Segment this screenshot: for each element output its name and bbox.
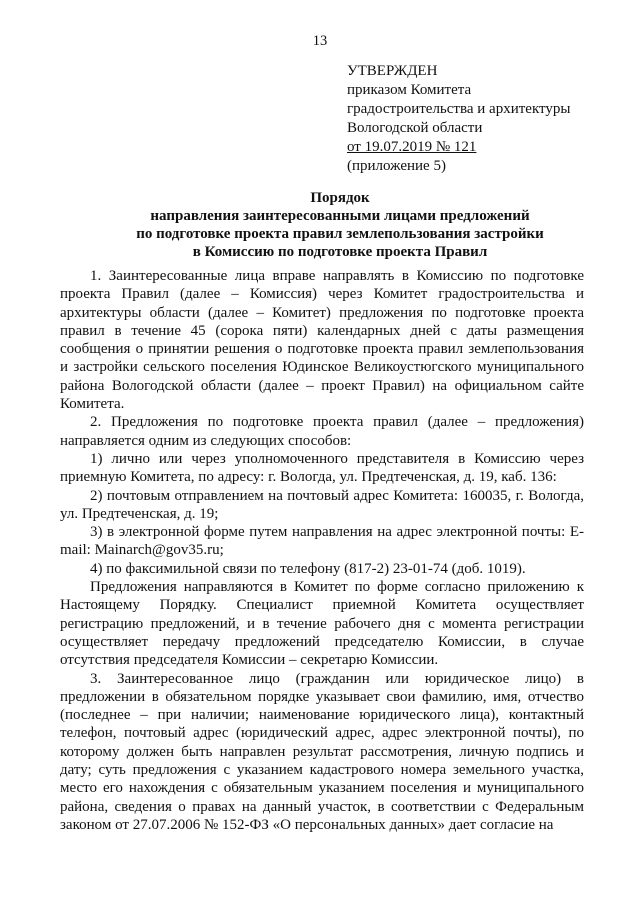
page-number: 13 (312, 33, 328, 49)
list-item-2: 2) почтовым отправлением на почтовый адрес Комитета: 160035, г. Вологда, ул. Предтеченская, д. 19; (60, 487, 584, 522)
list-item-3: 3) в электронной форме путем направления на адрес электронной почты: E-mail: Mainarch@gov35.ru; (60, 524, 584, 559)
paragraph-2: 2. Предложения по подготовке проекта правил (далее – предложения) направляется одним из следующих способов: (60, 414, 584, 449)
document-title (60, 189, 620, 261)
approval-line: приказом Комитета (347, 82, 472, 98)
paragraph-1: 1. Заинтересованные лица вправе направлять в Комиссию по подготовке проекта Правил (далее – Комиссия) через Комитет градостроительства и архитектуры области (далее – Комитет) предложения по подготовке проекта правил в течение 45 (сорока пяти) календарных дней с даты размещения сообщения о принятии решения о подготовке проекта правил землепользования и застройки сельского поселения Юдинское Великоустюгского муниципального района Вологодской области (далее – проект Правил) на официальном сайте Комитета. (60, 268, 584, 413)
approval-block (347, 62, 627, 176)
list-item-4: 4) по факсимильной связи по телефону (817-2) 23-01-74 (доб. 1019). (90, 560, 526, 577)
approval-date-number: от 19.07.2019 № 121 (347, 139, 477, 155)
title-line: направления заинтересованными лицами предложений (150, 208, 530, 224)
title-line: по подготовке проекта правил землепользования застройки (136, 226, 544, 242)
approval-appendix: (приложение 5) (347, 158, 446, 174)
title-line: Порядок (310, 190, 370, 206)
approval-line: Вологодской области (347, 120, 483, 136)
list-item-1: 1) лично или через уполномоченного представителя в Комиссию через приемную Комитета, по адресу: г. Вологда, ул. Предтеченская, д. 19, каб. 136: (60, 450, 584, 486)
title-line: в Комиссию по подготовке проекта Правил (192, 244, 488, 260)
approval-line: градостроительства и архитектуры (347, 101, 571, 117)
paragraph-3: 3. Заинтересованное лицо (гражданин или юридическое лицо) в предложении в обязательном порядке указывает свои фамилию, имя, отчество (последнее – при наличии; наименование юридического лица), контактный телефон, почтовый адрес (юридический адрес, адрес электронной почты), по которому должен быть направлен результат рассмотрения, личную подпись и дату; суть предложения с указанием кадастрового номера земельного участка, место его нахождения с обязательным указанием поселения и муниципального района, сведения о правах на данный участок, в соответствии с Федеральным законом от 27.07.2006 № 152-ФЗ «О персональных данных» дает согласие на (60, 670, 584, 833)
document-body (60, 267, 584, 834)
paragraph-procedure: Предложения направляются в Комитет по форме согласно приложению к Настоящему Порядку. Специалист приемной Комитета осуществляет регистрацию предложений, и в течение рабочего дня с момента регистрации осуществляет передачу предложений председателю Комиссии, в случае отсутствия председателя Комиссии – секретарю Комиссии. (60, 579, 584, 669)
approval-heading: УТВЕРЖДЕН (347, 63, 438, 79)
